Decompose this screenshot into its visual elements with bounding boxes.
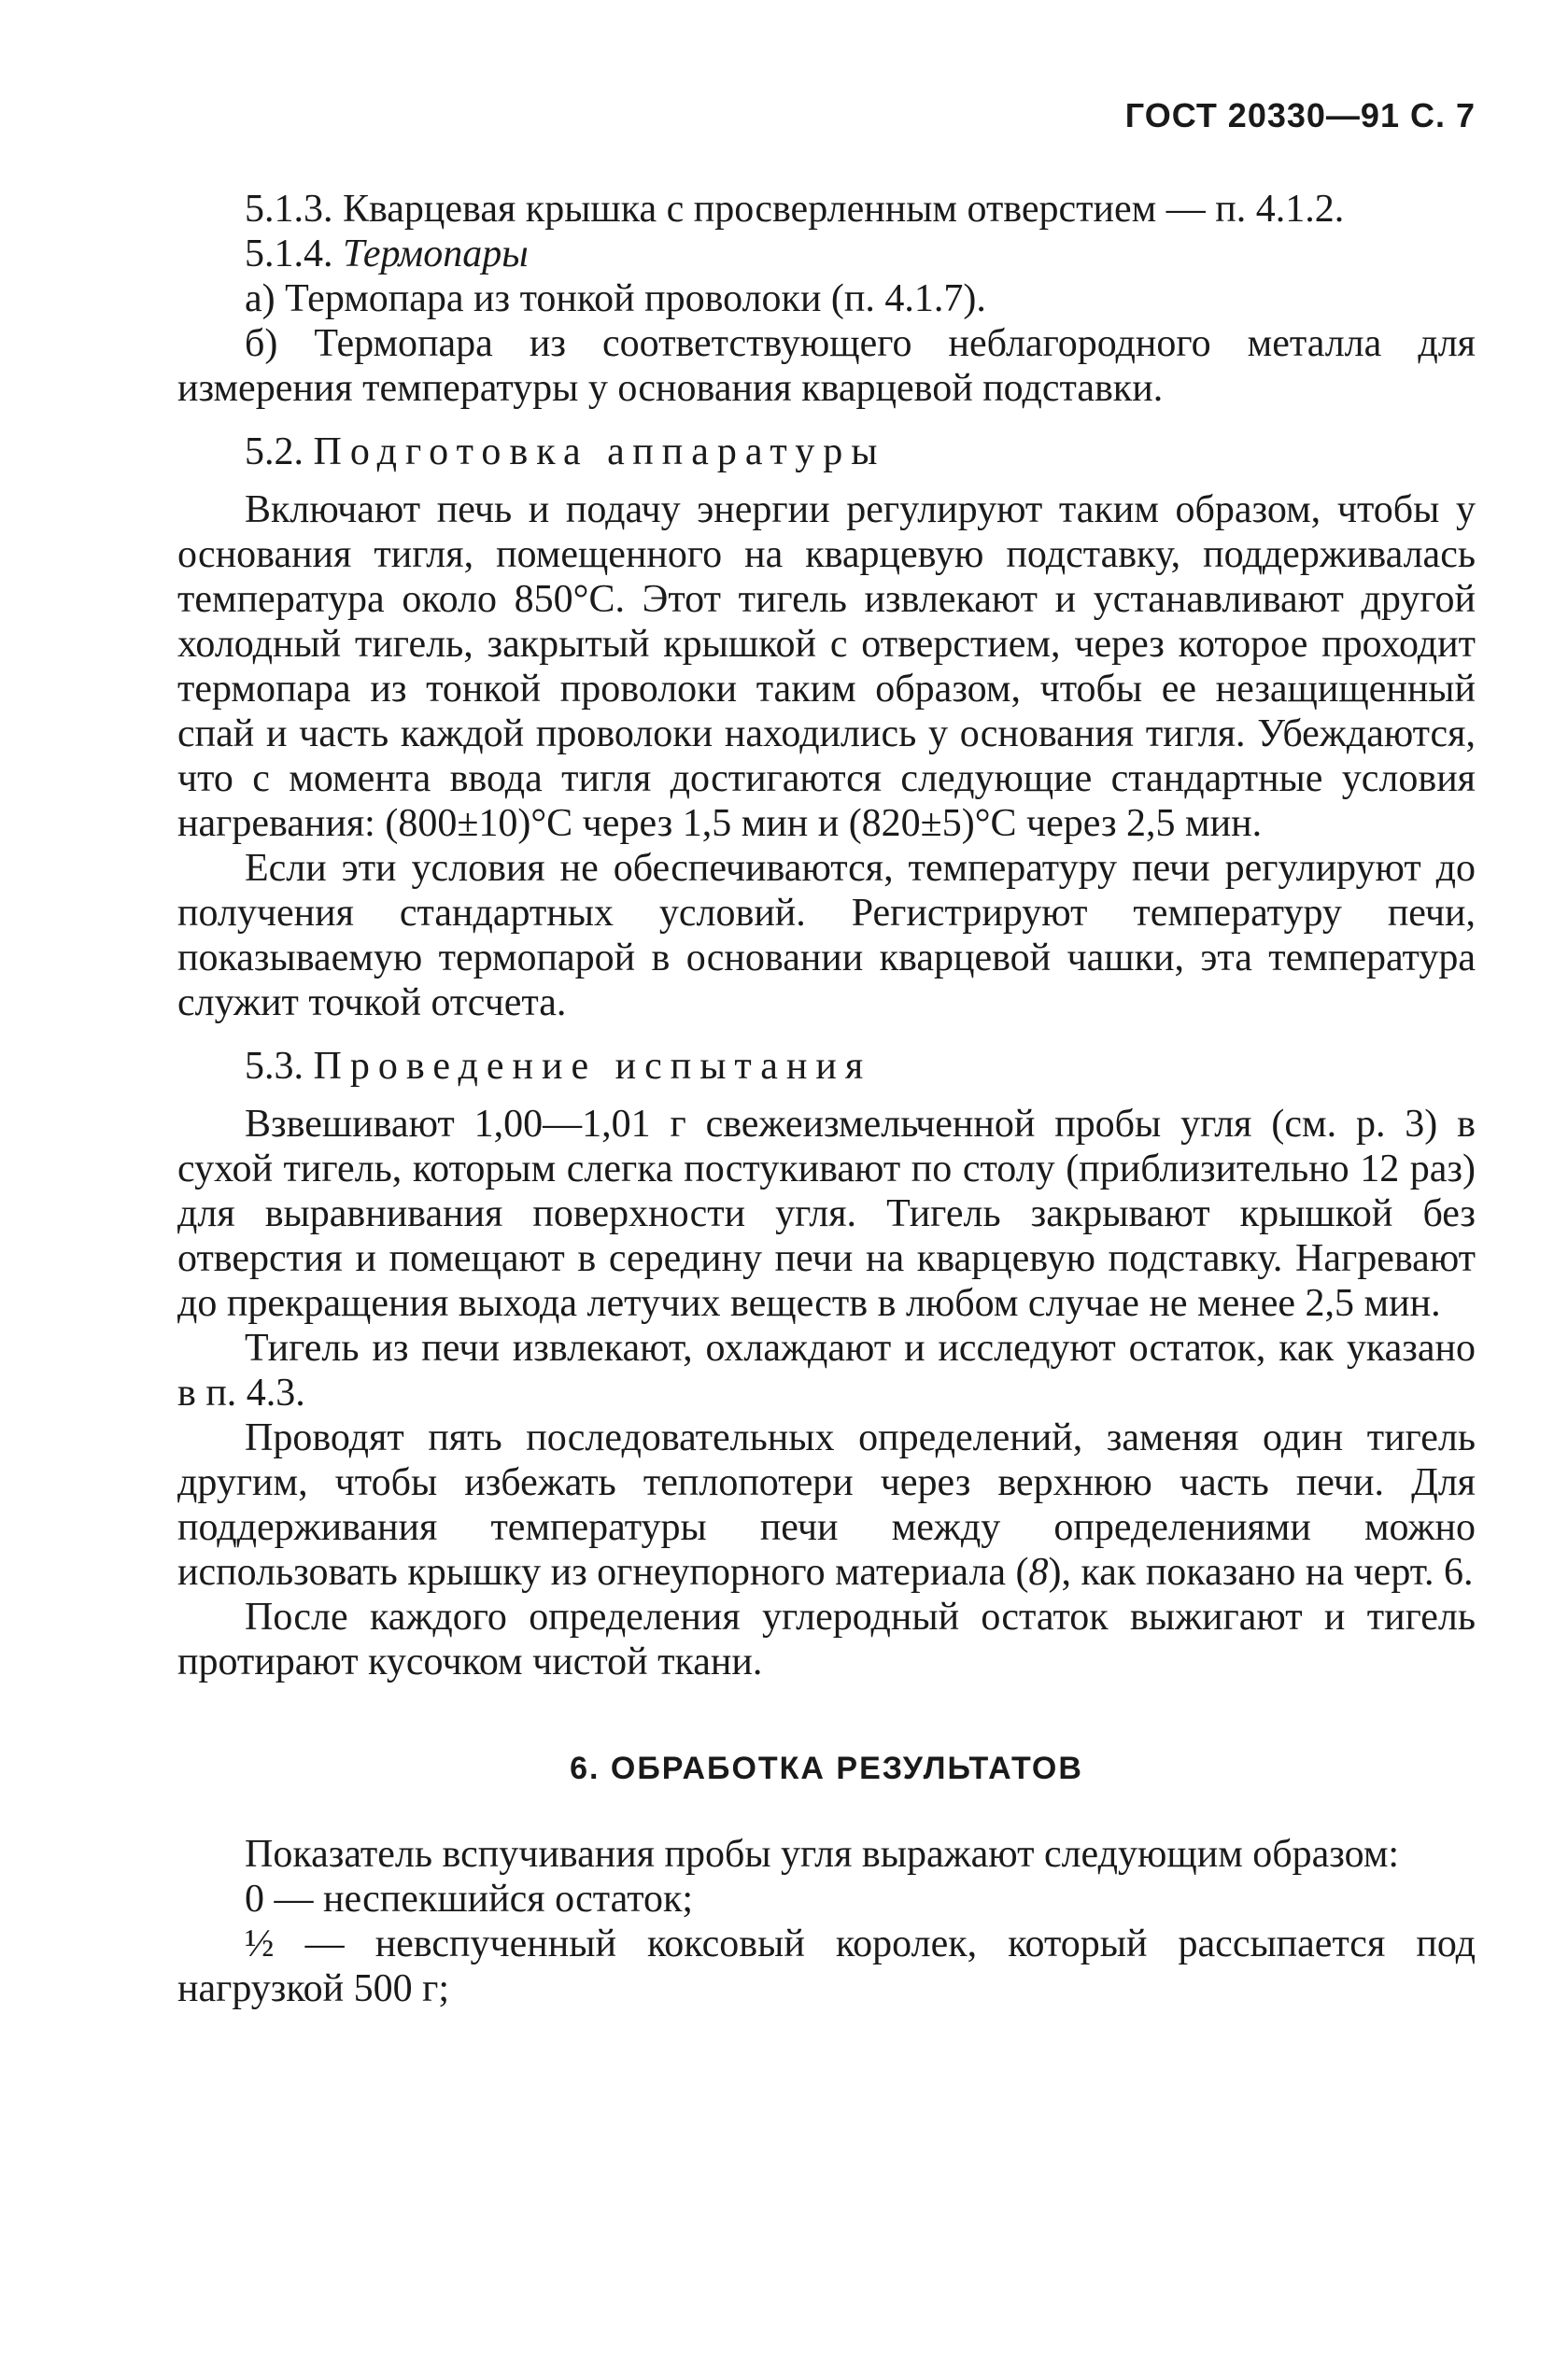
section-5-2-paragraph-2: Если эти условия не обеспечиваются, температуру печи регулируют до получения стандартных условий. Регистрируют температуру печи, показываемую термопарой в основании кварцевой чашки, эта температура служит точкой отсчета. [177,847,1476,1024]
index-value-0: 0 — неспекшийся остаток; [245,1878,694,1921]
section-6-intro: Показатель вспучивания пробы угля выражают следующим образом: [245,1833,1400,1876]
item-5-1-4-number: 5.1.4. [245,232,333,275]
section-5-3-paragraph-4: После каждого определения углеродный остаток выжигают и тигель протирают кусочком чистой ткани. [177,1596,1476,1683]
section-5-3-paragraph-3 [177,1415,1476,1595]
item-5-1-4-a: а) Термопара из тонкой проволоки (п. 4.1.7). [245,277,986,320]
section-5-3-title: Проведение испытания [313,1045,872,1088]
index-value-half: ½ — невспученный коксовый королек, который рассыпается под нагрузкой 500 г; [177,1922,1476,2010]
section-5-3-paragraph-1: Взвешивают 1,00—1,01 г свежеизмельченной пробы угля (см. р. 3) в сухой тигель, которым слегка постукивают по столу (приблизительно 12 раз) для выравнивания поверхности угля. Тигель закрывают крышкой без отверстия и помещают в середину печи на кварцевую подставку. Нагревают до прекращения выхода летучих веществ в любом случае не менее 2,5 мин. [177,1103,1476,1325]
section-5-3-number: 5.3. [245,1045,304,1088]
section-5-3-paragraph-3-part-1: Проводят пять последовательных определений, заменяя один тигель другим, чтобы избежать теплопотери через верхнюю часть печи. Для поддерживания температуры печи между определениями можно использовать крышку из огнеупорного материала ( [177,1416,1476,1594]
page-header: ГОСТ 20330—91 С. 7 [1124,96,1476,134]
section-5-2-paragraph-1: Включают печь и подачу энергии регулируют таким образом, чтобы у основания тигля, помещенного на кварцевую подставку, поддерживалась температура около 850°С. Этот тигель извлекают и устанавливают другой холодный тигель, закрытый крышкой с отверстием, через которое проходит термопара из тонкой проволоки таким образом, чтобы ее незащищенный спай и часть каждой проволоки находились у основания тигля. Убеждаются, что с момента ввода тигля достигаются следующие стандартные условия нагревания: (800±10)°С через 1,5 мин и (820±5)°С через 2,5 мин. [177,488,1476,845]
item-5-1-4-b: б) Термопара из соответствующего неблагородного металла для измерения температуры у основания кварцевой подставки. [177,322,1476,410]
item-5-1-4-title: Термопары [343,232,529,275]
section-5-2-title: Подготовка аппаратуры [313,430,886,473]
section-5-3-paragraph-2: Тигель из печи извлекают, охлаждают и исследуют остаток, как указано в п. 4.3. [177,1327,1476,1415]
item-5-1-3: 5.1.3. Кварцевая крышка с просверленным отверстием — п. 4.1.2. [245,188,1345,231]
document-page [177,93,1476,2011]
section-6-title: 6. ОБРАБОТКА РЕЗУЛЬТАТОВ [570,1751,1083,1786]
section-5-3-heading [177,1044,1476,1089]
reference-number: 8 [1028,1551,1049,1594]
item-5-1-4 [177,232,1476,276]
section-5-3-paragraph-3-part-2: ), как показано на черт. 6. [1048,1551,1474,1594]
section-5-2-heading [177,430,1476,474]
section-5-2-number: 5.2. [245,430,304,473]
